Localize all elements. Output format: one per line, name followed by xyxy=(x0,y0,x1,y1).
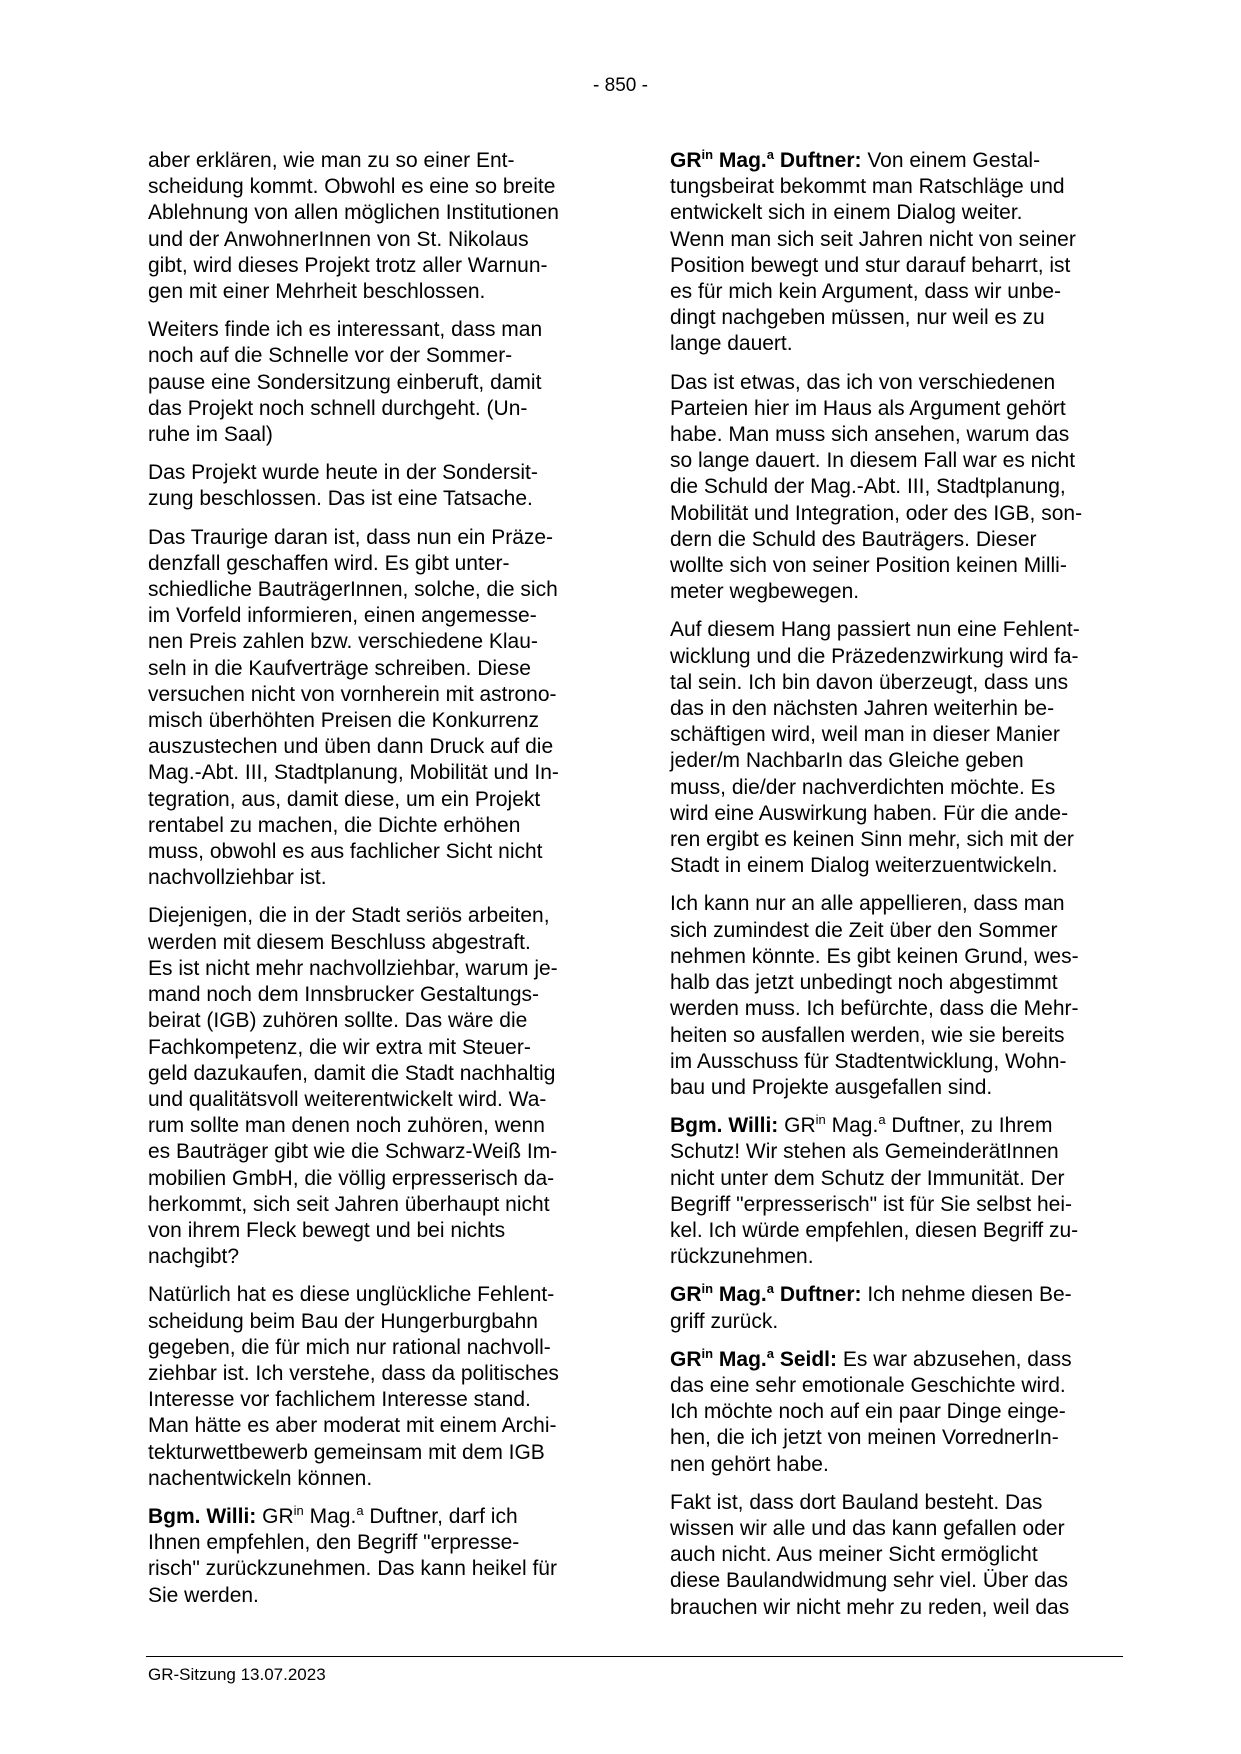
paragraph: aber erklären, wie man zu so einer Ent- scheidung kommt. Obwohl es eine so breite Ablehnung von allen möglichen Institutionen und der AnwohnerInnen von St. Nikolaus gibt, wird dieses Projekt trotz aller Warnun- gen mit einer Mehrheit beschlossen. xyxy=(148,149,559,304)
speaker-mag: Mag. xyxy=(718,1283,767,1307)
paragraph: Weiters finde ich es interessant, dass man noch auf die Schnelle vor der Sommer- pause eine Sondersitzung einberuft, damit das Projekt noch schnell durchgeht. (Un- ruhe im Saal) xyxy=(148,318,543,447)
footer-divider xyxy=(146,1656,1123,1657)
page-number: - 850 - xyxy=(593,75,648,96)
speaker-label: Bgm. Willi: xyxy=(670,1114,779,1138)
speaker-name: Duftner: xyxy=(779,1283,862,1307)
paragraph: Das Projekt wurde heute in der Sondersit- zung beschlossen. Das ist eine Tatsache. xyxy=(148,461,538,511)
speaker-label xyxy=(670,1345,838,1371)
speaker-name: Seidl: xyxy=(779,1347,838,1371)
speaker-mag: Mag. xyxy=(718,149,767,172)
title-gr-suffix: in xyxy=(293,1502,304,1518)
speaker-mag-suffix: a xyxy=(766,1281,774,1297)
title-mag-suffix: a xyxy=(356,1502,364,1518)
title-gr: GR xyxy=(784,1114,816,1138)
speech-text: Duftner, darf ich Ihnen empfehlen, den Begriff "erpresse- risch" zurückzunehmen. Das kann heikel für Sie werden. xyxy=(148,1504,557,1607)
right-column xyxy=(670,148,1125,1633)
speaker-name: Duftner: xyxy=(779,149,862,172)
speaker-gr: GR xyxy=(670,1283,702,1307)
title-gr: GR xyxy=(262,1504,294,1528)
speaker-mag-suffix: a xyxy=(766,1345,774,1361)
speech-paragraph xyxy=(148,1504,603,1609)
paragraph: Auf diesem Hang passiert nun eine Fehlent- wicklung und die Präzedenzwirkung wird fa- tal sein. Ich bin davon überzeugt, dass uns das in den nächsten Jahren weiterhin be- schäftigen wird, weil man in dieser Manier jeder/m NachbarIn das Gleiche geben muss, die/der nachverdichten möchte. Es wird eine Auswirkung haben. Für die ande- ren ergibt es keinen Sinn mehr, sich mit der Stadt in einem Dialog weiterzuentwickeln. xyxy=(670,618,1080,878)
title-gr-suffix: in xyxy=(815,1112,826,1128)
paragraph: Natürlich hat es diese unglückliche Fehlent- scheidung beim Bau der Hungerburgbahn gegeben, die für mich nur rational nachvoll- ziehbar ist. Ich verstehe, dass da politisches Interesse vor fachlichem Interesse stand. Man hätte es aber moderat mit einem Archi- tekturwettbewerb gemeinsam mit dem IGB nachentwickeln können. xyxy=(148,1283,559,1490)
speaker-gr-suffix: in xyxy=(701,1281,714,1297)
speaker-gr: GR xyxy=(670,1347,702,1371)
speaker-mag-suffix: a xyxy=(766,147,774,162)
paragraph: Ich kann nur an alle appellieren, dass man sich zumindest die Zeit über den Sommer nehmen könnte. Es gibt keinen Grund, wes- halb das jetzt unbedingt noch abgestimmt werden muss. Ich befürchte, dass die Mehr- heiten so ausfallen werden, wie sie bereits im Ausschuss für Stadtentwicklung, Wohn- bau und Projekte ausgefallen sind. xyxy=(670,892,1079,1099)
speech-paragraph xyxy=(670,1113,1125,1270)
speaker-gr-suffix: in xyxy=(701,147,714,162)
speech-text: Von einem Gestal- tungsbeirat bekommt man Ratschläge und entwickelt sich in einem Dialog weiter. Wenn man sich seit Jahren nicht von seiner Position bewegt und stur darauf beharrt, ist es für mich kein Argument, dass wir unbe- dingt nachgeben müssen, nur weil es zu lange dauert. xyxy=(670,149,1076,356)
title-mag-suffix: a xyxy=(878,1112,886,1128)
speaker-label xyxy=(670,149,861,172)
speaker-mag: Mag. xyxy=(718,1347,767,1371)
paragraph: Diejenigen, die in der Stadt seriös arbeiten, werden mit diesem Beschluss abgestraft. Es ist nicht mehr nachvollziehbar, warum je- mand noch dem Innsbrucker Gestaltungs- beirat (IGB) zuhören sollte. Das wäre die Fachkompetenz, die wir extra mit Steuer- geld dazukaufen, damit die Stadt nachhaltig und qualitätsvoll weiterentwickelt wird. Wa- rum sollte man denen noch zuhören, wenn es Bauträger gibt wie die Schwarz-Weiß Im- mobilien GmbH, die völlig erpresserisch da- herkommt, sich seit Jahren überhaupt nicht von ihrem Fleck bewegt und bei nichts nachgibt? xyxy=(148,904,558,1269)
speaker-gr: GR xyxy=(670,149,702,172)
speaker-gr-suffix: in xyxy=(701,1345,714,1361)
title-mag: Mag. xyxy=(831,1114,879,1138)
paragraph: Fakt ist, dass dort Bauland besteht. Das wissen wir alle und das kann gefallen oder auch nicht. Aus meiner Sicht ermöglicht diese Baulandwidmung sehr viel. Über das brauchen wir nicht mehr zu reden, weil das xyxy=(670,1490,1070,1619)
speech-text: Es war abzusehen, dass das eine sehr emotionale Geschichte wird. Ich möchte noch auf ein paar Dinge einge- hen, die ich jetzt von meinen VorrednerIn- nen gehört habe. xyxy=(670,1347,1072,1476)
title-mag: Mag. xyxy=(309,1504,357,1528)
left-column xyxy=(148,148,603,1621)
footer-session-date: GR-Sitzung 13.07.2023 xyxy=(148,1665,326,1684)
speech-text: Duftner, zu Ihrem Schutz! Wir stehen als GemeinderätInnen nicht unter dem Schutz der Immunität. Der Begriff "erpresserisch" ist für Sie selbst hei- kel. Ich würde empfehlen, diesen Begriff zu- rückzunehmen. xyxy=(670,1114,1079,1269)
speech-paragraph xyxy=(670,1282,1125,1334)
paragraph: Das Traurige daran ist, dass nun ein Präze- denzfall geschaffen wird. Es gibt unter- schiedliche BauträgerInnen, solche, die sich im Vorfeld informieren, einen angemesse- nen Preis zahlen bzw. verschiedene Klau- seln in die Kaufverträge schreiben. Diese versuchen nicht von vornherein mit astrono- misch überhöhten Preisen die Konkurrenz auszustechen und üben dann Druck auf die Mag.-Abt. III, Stadtplanung, Mobilität und In- tegration, aus, damit diese, um ein Projekt rentabel zu machen, die Dichte erhöhen muss, obwohl es aus fachlicher Sicht nicht nachvollziehbar ist. xyxy=(148,525,559,890)
speaker-label: Bgm. Willi: xyxy=(148,1504,257,1528)
speech-text: Ich nehme diesen Be- griff zurück. xyxy=(670,1283,1072,1333)
paragraph: Das ist etwas, das ich von verschiedenen Parteien hier im Haus als Argument gehört habe. Man muss sich ansehen, warum das so lange dauert. In diesem Fall war es nicht die Schuld der Mag.-Abt. III, Stadtplanung, Mobilität und Integration, oder des IGB, son- dern die Schuld des Bauträgers. Dieser wollte sich von seiner Position keinen Milli- meter wegbewegen. xyxy=(670,370,1083,604)
speaker-label xyxy=(670,1283,861,1306)
speech-paragraph xyxy=(670,148,1125,358)
speech-paragraph xyxy=(670,1347,1125,1478)
